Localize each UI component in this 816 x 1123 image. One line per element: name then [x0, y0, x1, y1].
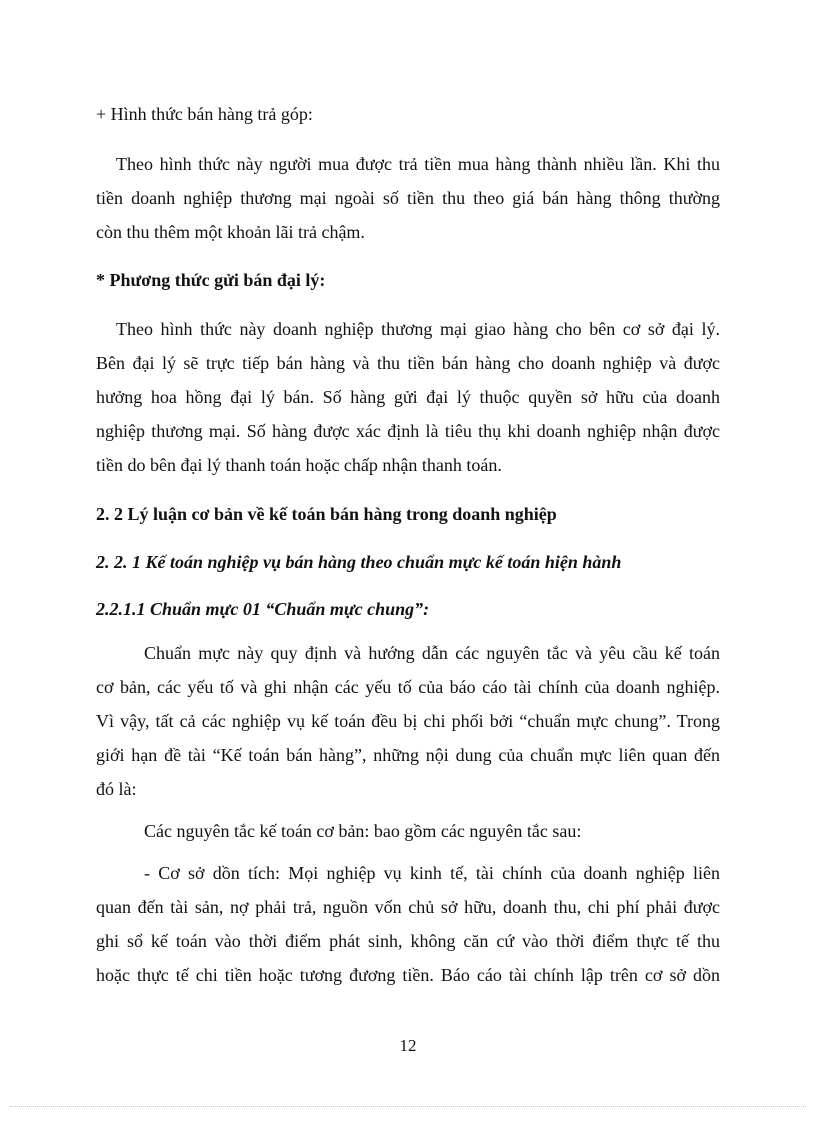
paragraph-line: - Cơ sở dồn tích: Mọi nghiệp vụ kinh tế, tài chính của doanh nghiệp liên: [144, 863, 720, 883]
section-heading-2-2: 2. 2 Lý luận cơ bản về kế toán bán hàng trong doanh nghiệp: [96, 504, 557, 524]
agency-heading: * Phương thức gửi bán đại lý:: [96, 270, 326, 290]
paragraph-line: hưởng hoa hồng đại lý bán. Số hàng gửi đại lý thuộc quyền sở hữu của doanh: [96, 387, 720, 407]
footer-divider: [10, 1106, 806, 1107]
paragraph-line: ghi sổ kế toán vào thời điểm phát sinh, không căn cứ vào thời điểm thực tế thu: [96, 931, 720, 951]
paragraph-line: cơ bản, các yếu tố và ghi nhận các yếu tố của báo cáo tài chính của doanh nghiệp.: [96, 677, 720, 697]
principles-intro: Các nguyên tắc kế toán cơ bản: bao gồm các nguyên tắc sau:: [144, 821, 582, 841]
paragraph-line: Bên đại lý sẽ trực tiếp bán hàng và thu tiền bán hàng cho doanh nghiệp và được: [96, 353, 720, 373]
paragraph-line: giới hạn đề tài “Kế toán bán hàng”, những nội dung của chuẩn mực liên quan đến: [96, 745, 720, 765]
paragraph-line: Theo hình thức này người mua được trả tiền mua hàng thành nhiều lần. Khi thu: [116, 154, 720, 174]
page-number: 12: [399, 1036, 417, 1055]
paragraph-line: Vì vậy, tất cả các nghiệp vụ kế toán đều bị chi phối bởi “chuẩn mực chung”. Trong: [96, 711, 720, 731]
paragraph-line: còn thu thêm một khoản lãi trả chậm.: [96, 222, 365, 242]
paragraph-line: hoặc thực tế chi tiền hoặc tương đương tiền. Báo cáo tài chính lập trên cơ sở dồn: [96, 965, 720, 985]
section-heading-2-2-1-1: 2.2.1.1 Chuẩn mực 01 “Chuẩn mực chung”:: [96, 599, 430, 619]
paragraph-line: Chuẩn mực này quy định và hướng dẫn các nguyên tắc và yêu cầu kế toán: [144, 643, 720, 663]
installment-heading: + Hình thức bán hàng trả góp:: [96, 104, 313, 124]
paragraph-line: nghiệp thương mại. Số hàng được xác định là tiêu thụ khi doanh nghiệp nhận được: [96, 421, 720, 441]
paragraph-line: quan đến tài sản, nợ phải trả, nguồn vốn chủ sở hữu, doanh thu, chi phí phải được: [96, 897, 720, 917]
section-heading-2-2-1: 2. 2. 1 Kế toán nghiệp vụ bán hàng theo chuẩn mực kế toán hiện hành: [96, 552, 622, 572]
paragraph-line: tiền doanh nghiệp thương mại ngoài số tiền thu theo giá bán hàng thông thường: [96, 188, 720, 208]
paragraph-line: tiền do bên đại lý thanh toán hoặc chấp nhận thanh toán.: [96, 455, 502, 475]
paragraph-line: Theo hình thức này doanh nghiệp thương mại giao hàng cho bên cơ sở đại lý.: [116, 319, 720, 339]
paragraph-line: đó là:: [96, 779, 137, 799]
